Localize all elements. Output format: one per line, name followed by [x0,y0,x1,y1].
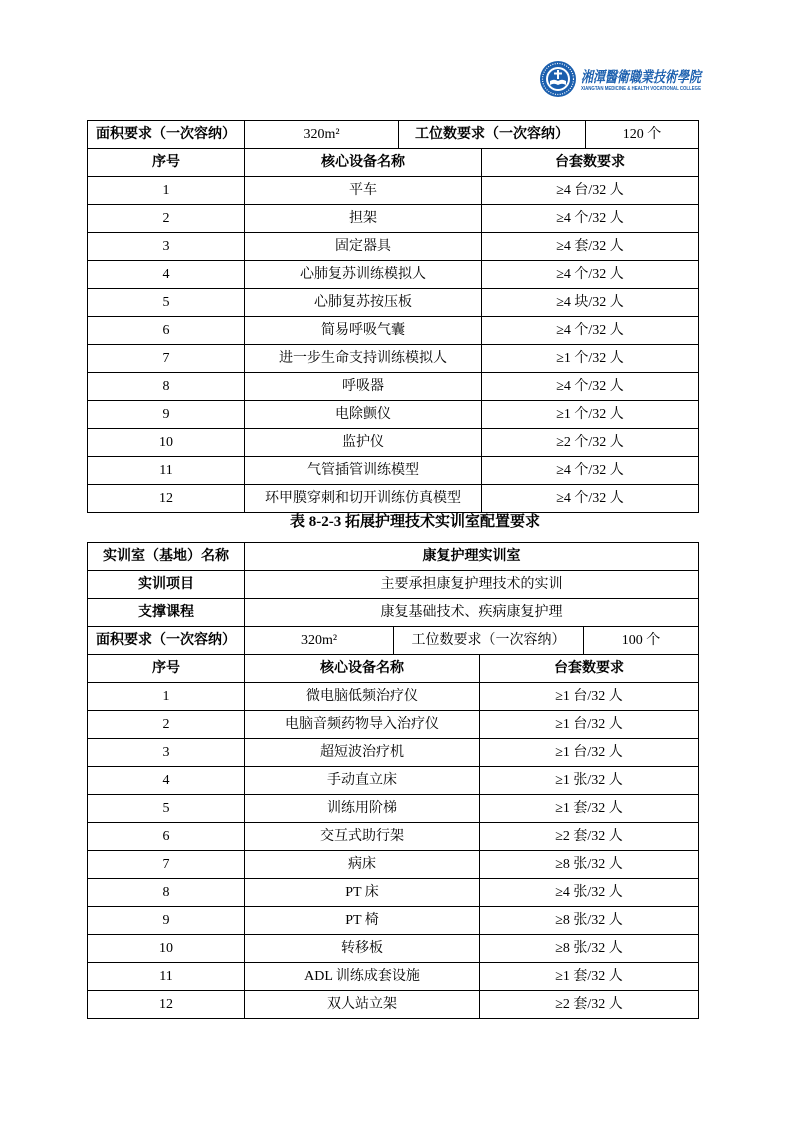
equipment-name: 病床 [245,851,480,879]
quantity-requirement: ≥1 台/32 人 [480,711,699,739]
equipment-name: 电脑音频药物导入治疗仪 [245,711,480,739]
table-row [88,177,699,205]
quantity-requirement: ≥1 套/32 人 [480,963,699,991]
quantity-requirement: ≥1 个/32 人 [482,401,699,429]
column-header-equipment: 核心设备名称 [245,655,480,683]
row-number: 2 [88,711,245,739]
quantity-requirement: ≥4 台/32 人 [482,177,699,205]
course-label: 支撑课程 [88,599,245,627]
equipment-name: 双人站立架 [245,991,480,1019]
row-number: 7 [88,851,245,879]
table-row [88,851,699,879]
table-row [88,683,699,711]
row-number: 8 [88,879,245,907]
college-emblem-icon [540,61,576,97]
college-logo [536,58,706,102]
quantity-requirement: ≥8 张/32 人 [480,935,699,963]
quantity-requirement: ≥1 个/32 人 [482,345,699,373]
quantity-requirement: ≥8 张/32 人 [480,907,699,935]
equipment-name: 微电脑低频治疗仪 [245,683,480,711]
equipment-name: 呼吸器 [245,373,482,401]
table-row [88,401,699,429]
project-label: 实训项目 [88,571,245,599]
quantity-requirement: ≥1 套/32 人 [480,795,699,823]
row-number: 5 [88,289,245,317]
stations-value: 120 个 [586,121,699,149]
row-number: 11 [88,963,245,991]
area-label: 面积要求（一次容纳） [88,121,245,149]
quantity-requirement: ≥1 台/32 人 [480,683,699,711]
table-row [88,233,699,261]
row-number: 10 [88,935,245,963]
room-name-label: 实训室（基地）名称 [88,543,245,571]
area-label: 面积要求（一次容纳） [88,627,245,655]
table-row [88,991,699,1019]
column-header-quantity: 台套数要求 [480,655,699,683]
quantity-requirement: ≥4 个/32 人 [482,457,699,485]
course-value: 康复基础技术、疾病康复护理 [245,599,699,627]
row-number: 6 [88,317,245,345]
area-value: 320m² [245,121,399,149]
college-name-cn: 湘潭醫衛職業技術學院 [581,68,704,86]
column-header-number: 序号 [88,655,245,683]
equipment-name: 进一步生命支持训练模拟人 [245,345,482,373]
equipment-name: 担架 [245,205,482,233]
quantity-requirement: ≥1 张/32 人 [480,767,699,795]
quantity-requirement: ≥2 套/32 人 [480,823,699,851]
stations-label: 工位数要求（一次容纳） [399,121,586,149]
row-number: 6 [88,823,245,851]
quantity-requirement: ≥4 张/32 人 [480,879,699,907]
equipment-name: 气管插管训练模型 [245,457,482,485]
table-row [88,457,699,485]
quantity-requirement: ≥4 个/32 人 [482,373,699,401]
project-row [88,571,699,599]
table-row [88,485,699,513]
area-value: 320m² [245,627,394,655]
row-number: 10 [88,429,245,457]
quantity-requirement: ≥4 个/32 人 [482,261,699,289]
table-row [88,823,699,851]
course-row [88,599,699,627]
header-row [88,655,699,683]
college-name-en: XIANGTAN MEDICINE & HEALTH VOCATIONAL COLLEGE [581,86,702,92]
row-number: 9 [88,907,245,935]
equipment-name: 手动直立床 [245,767,480,795]
quantity-requirement: ≥1 台/32 人 [480,739,699,767]
table-row [88,261,699,289]
equipment-name: 固定器具 [245,233,482,261]
row-number: 4 [88,261,245,289]
stations-label: 工位数要求（一次容纳） [394,627,584,655]
row-number: 9 [88,401,245,429]
row-number: 2 [88,205,245,233]
equipment-name: ADL 训练成套设施 [245,963,480,991]
rehab-equipment-table [87,542,699,1019]
quantity-requirement: ≥2 套/32 人 [480,991,699,1019]
equipment-name: 监护仪 [245,429,482,457]
row-number: 12 [88,991,245,1019]
table-row [88,795,699,823]
row-number: 7 [88,345,245,373]
quantity-requirement: ≥4 套/32 人 [482,233,699,261]
column-header-number: 序号 [88,149,245,177]
table-row [88,879,699,907]
table-row [88,767,699,795]
quantity-requirement: ≥4 个/32 人 [482,485,699,513]
equipment-table-continued [87,120,699,513]
quantity-requirement: ≥4 块/32 人 [482,289,699,317]
row-number: 1 [88,177,245,205]
equipment-name: PT 椅 [245,907,480,935]
room-name-row [88,543,699,571]
quantity-requirement: ≥4 个/32 人 [482,205,699,233]
row-number: 8 [88,373,245,401]
table-caption: 表 8-2-3 拓展护理技术实训室配置要求 [290,514,540,530]
table-row [88,711,699,739]
quantity-requirement: ≥8 张/32 人 [480,851,699,879]
equipment-name: 转移板 [245,935,480,963]
column-header-quantity: 台套数要求 [482,149,699,177]
table-row [88,739,699,767]
column-header-equipment: 核心设备名称 [245,149,482,177]
equipment-name: 心肺复苏训练模拟人 [245,261,482,289]
equipment-name: 训练用阶梯 [245,795,480,823]
table-row [88,907,699,935]
row-number: 1 [88,683,245,711]
table-row [88,373,699,401]
room-name-value: 康复护理实训室 [245,543,699,571]
row-number: 4 [88,767,245,795]
row-number: 11 [88,457,245,485]
equipment-name: PT 床 [245,879,480,907]
table-row [88,935,699,963]
table-row [88,963,699,991]
area-row [88,627,699,655]
row-number: 3 [88,233,245,261]
row-number: 3 [88,739,245,767]
area-row [88,121,699,149]
table-row [88,205,699,233]
equipment-name: 电除颤仪 [245,401,482,429]
header-row [88,149,699,177]
quantity-requirement: ≥2 个/32 人 [482,429,699,457]
table-row [88,289,699,317]
table-row [88,317,699,345]
equipment-name: 环甲膜穿刺和切开训练仿真模型 [245,485,482,513]
project-value: 主要承担康复护理技术的实训 [245,571,699,599]
row-number: 12 [88,485,245,513]
table-row [88,345,699,373]
equipment-name: 心肺复苏按压板 [245,289,482,317]
table-row [88,429,699,457]
equipment-name: 交互式助行架 [245,823,480,851]
equipment-name: 超短波治疗机 [245,739,480,767]
stations-value: 100 个 [584,627,699,655]
equipment-name: 平车 [245,177,482,205]
row-number: 5 [88,795,245,823]
quantity-requirement: ≥4 个/32 人 [482,317,699,345]
equipment-name: 简易呼吸气囊 [245,317,482,345]
